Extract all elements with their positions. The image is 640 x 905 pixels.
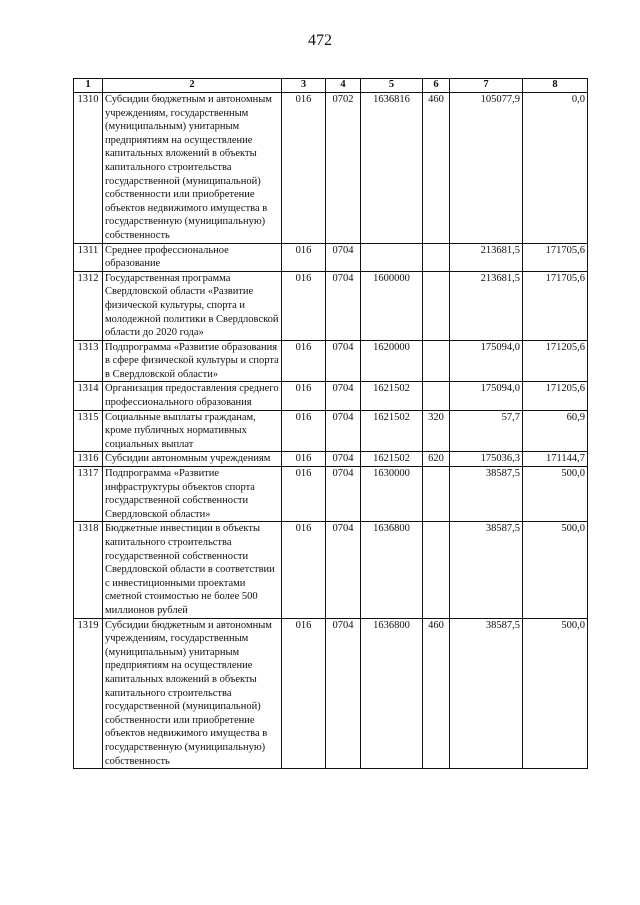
header-cell: 8 — [523, 79, 588, 93]
row-number-cell: 1318 — [74, 522, 103, 618]
header-cell: 4 — [326, 79, 361, 93]
row-amount-col8-cell: 0,0 — [523, 93, 588, 244]
row-code-cell: 016 — [282, 467, 326, 522]
row-amount-col7-cell: 175094,0 — [450, 382, 523, 410]
table-row — [74, 382, 588, 410]
row-amount-col7-cell: 175094,0 — [450, 340, 523, 382]
table-row — [74, 340, 588, 382]
row-code-cell: 016 — [282, 93, 326, 244]
row-amount-col8-cell: 500,0 — [523, 467, 588, 522]
table-row — [74, 467, 588, 522]
row-article-cell: 1620000 — [361, 340, 423, 382]
row-expense-type-cell — [423, 522, 450, 618]
row-section-cell: 0704 — [326, 618, 361, 769]
table-row — [74, 522, 588, 618]
row-expense-type-cell: 460 — [423, 618, 450, 769]
row-name-cell: Подпрограмма «Развитие инфраструктуры объектов спорта государственной собственности Свердловской области» — [103, 467, 282, 522]
row-amount-col7-cell: 105077,9 — [450, 93, 523, 244]
row-name-cell: Государственная программа Свердловской области «Развитие физической культуры, спорта и молодежной политики в Свердловской области до 2020 года» — [103, 271, 282, 340]
header-cell: 2 — [103, 79, 282, 93]
row-article-cell: 1621502 — [361, 410, 423, 452]
row-section-cell: 0704 — [326, 340, 361, 382]
row-name-cell: Бюджетные инвестиции в объекты капитального строительства государственной собственности Свердловской области в соответствии с инвестиционными проектами сметной стоимостью не более 500 миллионов рублей — [103, 522, 282, 618]
row-amount-col8-cell: 500,0 — [523, 522, 588, 618]
header-row — [74, 79, 588, 93]
row-code-cell: 016 — [282, 382, 326, 410]
row-expense-type-cell — [423, 382, 450, 410]
row-amount-col8-cell: 171205,6 — [523, 382, 588, 410]
row-amount-col7-cell: 38587,5 — [450, 467, 523, 522]
row-section-cell: 0704 — [326, 382, 361, 410]
page-number: 472 — [308, 32, 332, 49]
row-name-cell: Социальные выплаты гражданам, кроме публичных нормативных социальных выплат — [103, 410, 282, 452]
row-article-cell: 1621502 — [361, 452, 423, 467]
row-section-cell: 0704 — [326, 522, 361, 618]
row-number-cell: 1313 — [74, 340, 103, 382]
row-code-cell: 016 — [282, 340, 326, 382]
row-code-cell: 016 — [282, 410, 326, 452]
row-number-cell: 1319 — [74, 618, 103, 769]
table-row — [74, 452, 588, 467]
row-amount-col8-cell: 171705,6 — [523, 243, 588, 271]
row-code-cell: 016 — [282, 271, 326, 340]
row-expense-type-cell: 320 — [423, 410, 450, 452]
row-amount-col7-cell: 38587,5 — [450, 522, 523, 618]
row-amount-col8-cell: 60,9 — [523, 410, 588, 452]
row-name-cell: Субсидии автономным учреждениям — [103, 452, 282, 467]
row-section-cell: 0704 — [326, 410, 361, 452]
row-number-cell: 1316 — [74, 452, 103, 467]
header-cell: 7 — [450, 79, 523, 93]
row-article-cell: 1630000 — [361, 467, 423, 522]
row-number-cell: 1311 — [74, 243, 103, 271]
row-expense-type-cell — [423, 467, 450, 522]
row-amount-col8-cell: 171205,6 — [523, 340, 588, 382]
row-section-cell: 0704 — [326, 271, 361, 340]
row-article-cell: 1600000 — [361, 271, 423, 340]
row-amount-col7-cell: 213681,5 — [450, 243, 523, 271]
row-code-cell: 016 — [282, 243, 326, 271]
header-cell: 1 — [74, 79, 103, 93]
row-expense-type-cell — [423, 243, 450, 271]
row-name-cell: Субсидии бюджетным и автономным учреждениям, государственным (муниципальным) унитарным предприятиям на осуществление капитальных вложений в объекты капитального строительства государственной (муниципальной) собственности или приобретение объектов недвижимого имущества в государственную (муниципальную) собственность — [103, 93, 282, 244]
row-name-cell: Подпрограмма «Развитие образования в сфере физической культуры и спорта в Свердловской области» — [103, 340, 282, 382]
row-article-cell: 1636800 — [361, 522, 423, 618]
header-cell: 5 — [361, 79, 423, 93]
row-number-cell: 1312 — [74, 271, 103, 340]
row-number-cell: 1314 — [74, 382, 103, 410]
row-number-cell: 1315 — [74, 410, 103, 452]
row-code-cell: 016 — [282, 452, 326, 467]
row-amount-col7-cell: 175036,3 — [450, 452, 523, 467]
row-expense-type-cell — [423, 340, 450, 382]
row-article-cell: 1621502 — [361, 382, 423, 410]
row-section-cell: 0702 — [326, 93, 361, 244]
row-amount-col7-cell: 213681,5 — [450, 271, 523, 340]
row-amount-col8-cell: 171144,7 — [523, 452, 588, 467]
table-row — [74, 271, 588, 340]
row-section-cell: 0704 — [326, 452, 361, 467]
row-article-cell — [361, 243, 423, 271]
table-row — [74, 243, 588, 271]
row-number-cell: 1310 — [74, 93, 103, 244]
row-section-cell: 0704 — [326, 243, 361, 271]
row-expense-type-cell: 620 — [423, 452, 450, 467]
table-row — [74, 410, 588, 452]
row-section-cell: 0704 — [326, 467, 361, 522]
row-amount-col8-cell: 171705,6 — [523, 271, 588, 340]
table-row — [74, 93, 588, 244]
row-number-cell: 1317 — [74, 467, 103, 522]
row-name-cell: Субсидии бюджетным и автономным учреждениям, государственным (муниципальным) унитарным предприятиям на осуществление капитальных вложений в объекты капитального строительства государственной (муниципальной) собственности или приобретение объектов недвижимого имущества в государственную (муниципальную) собственность — [103, 618, 282, 769]
header-cell: 6 — [423, 79, 450, 93]
row-name-cell: Организация предоставления среднего профессионального образования — [103, 382, 282, 410]
budget-table — [73, 78, 588, 769]
row-code-cell: 016 — [282, 522, 326, 618]
row-name-cell: Среднее профессиональное образование — [103, 243, 282, 271]
row-article-cell: 1636800 — [361, 618, 423, 769]
row-amount-col7-cell: 57,7 — [450, 410, 523, 452]
row-expense-type-cell — [423, 271, 450, 340]
row-amount-col7-cell: 38587,5 — [450, 618, 523, 769]
row-expense-type-cell: 460 — [423, 93, 450, 244]
row-article-cell: 1636816 — [361, 93, 423, 244]
table-row — [74, 618, 588, 769]
row-amount-col8-cell: 500,0 — [523, 618, 588, 769]
header-cell: 3 — [282, 79, 326, 93]
row-code-cell: 016 — [282, 618, 326, 769]
